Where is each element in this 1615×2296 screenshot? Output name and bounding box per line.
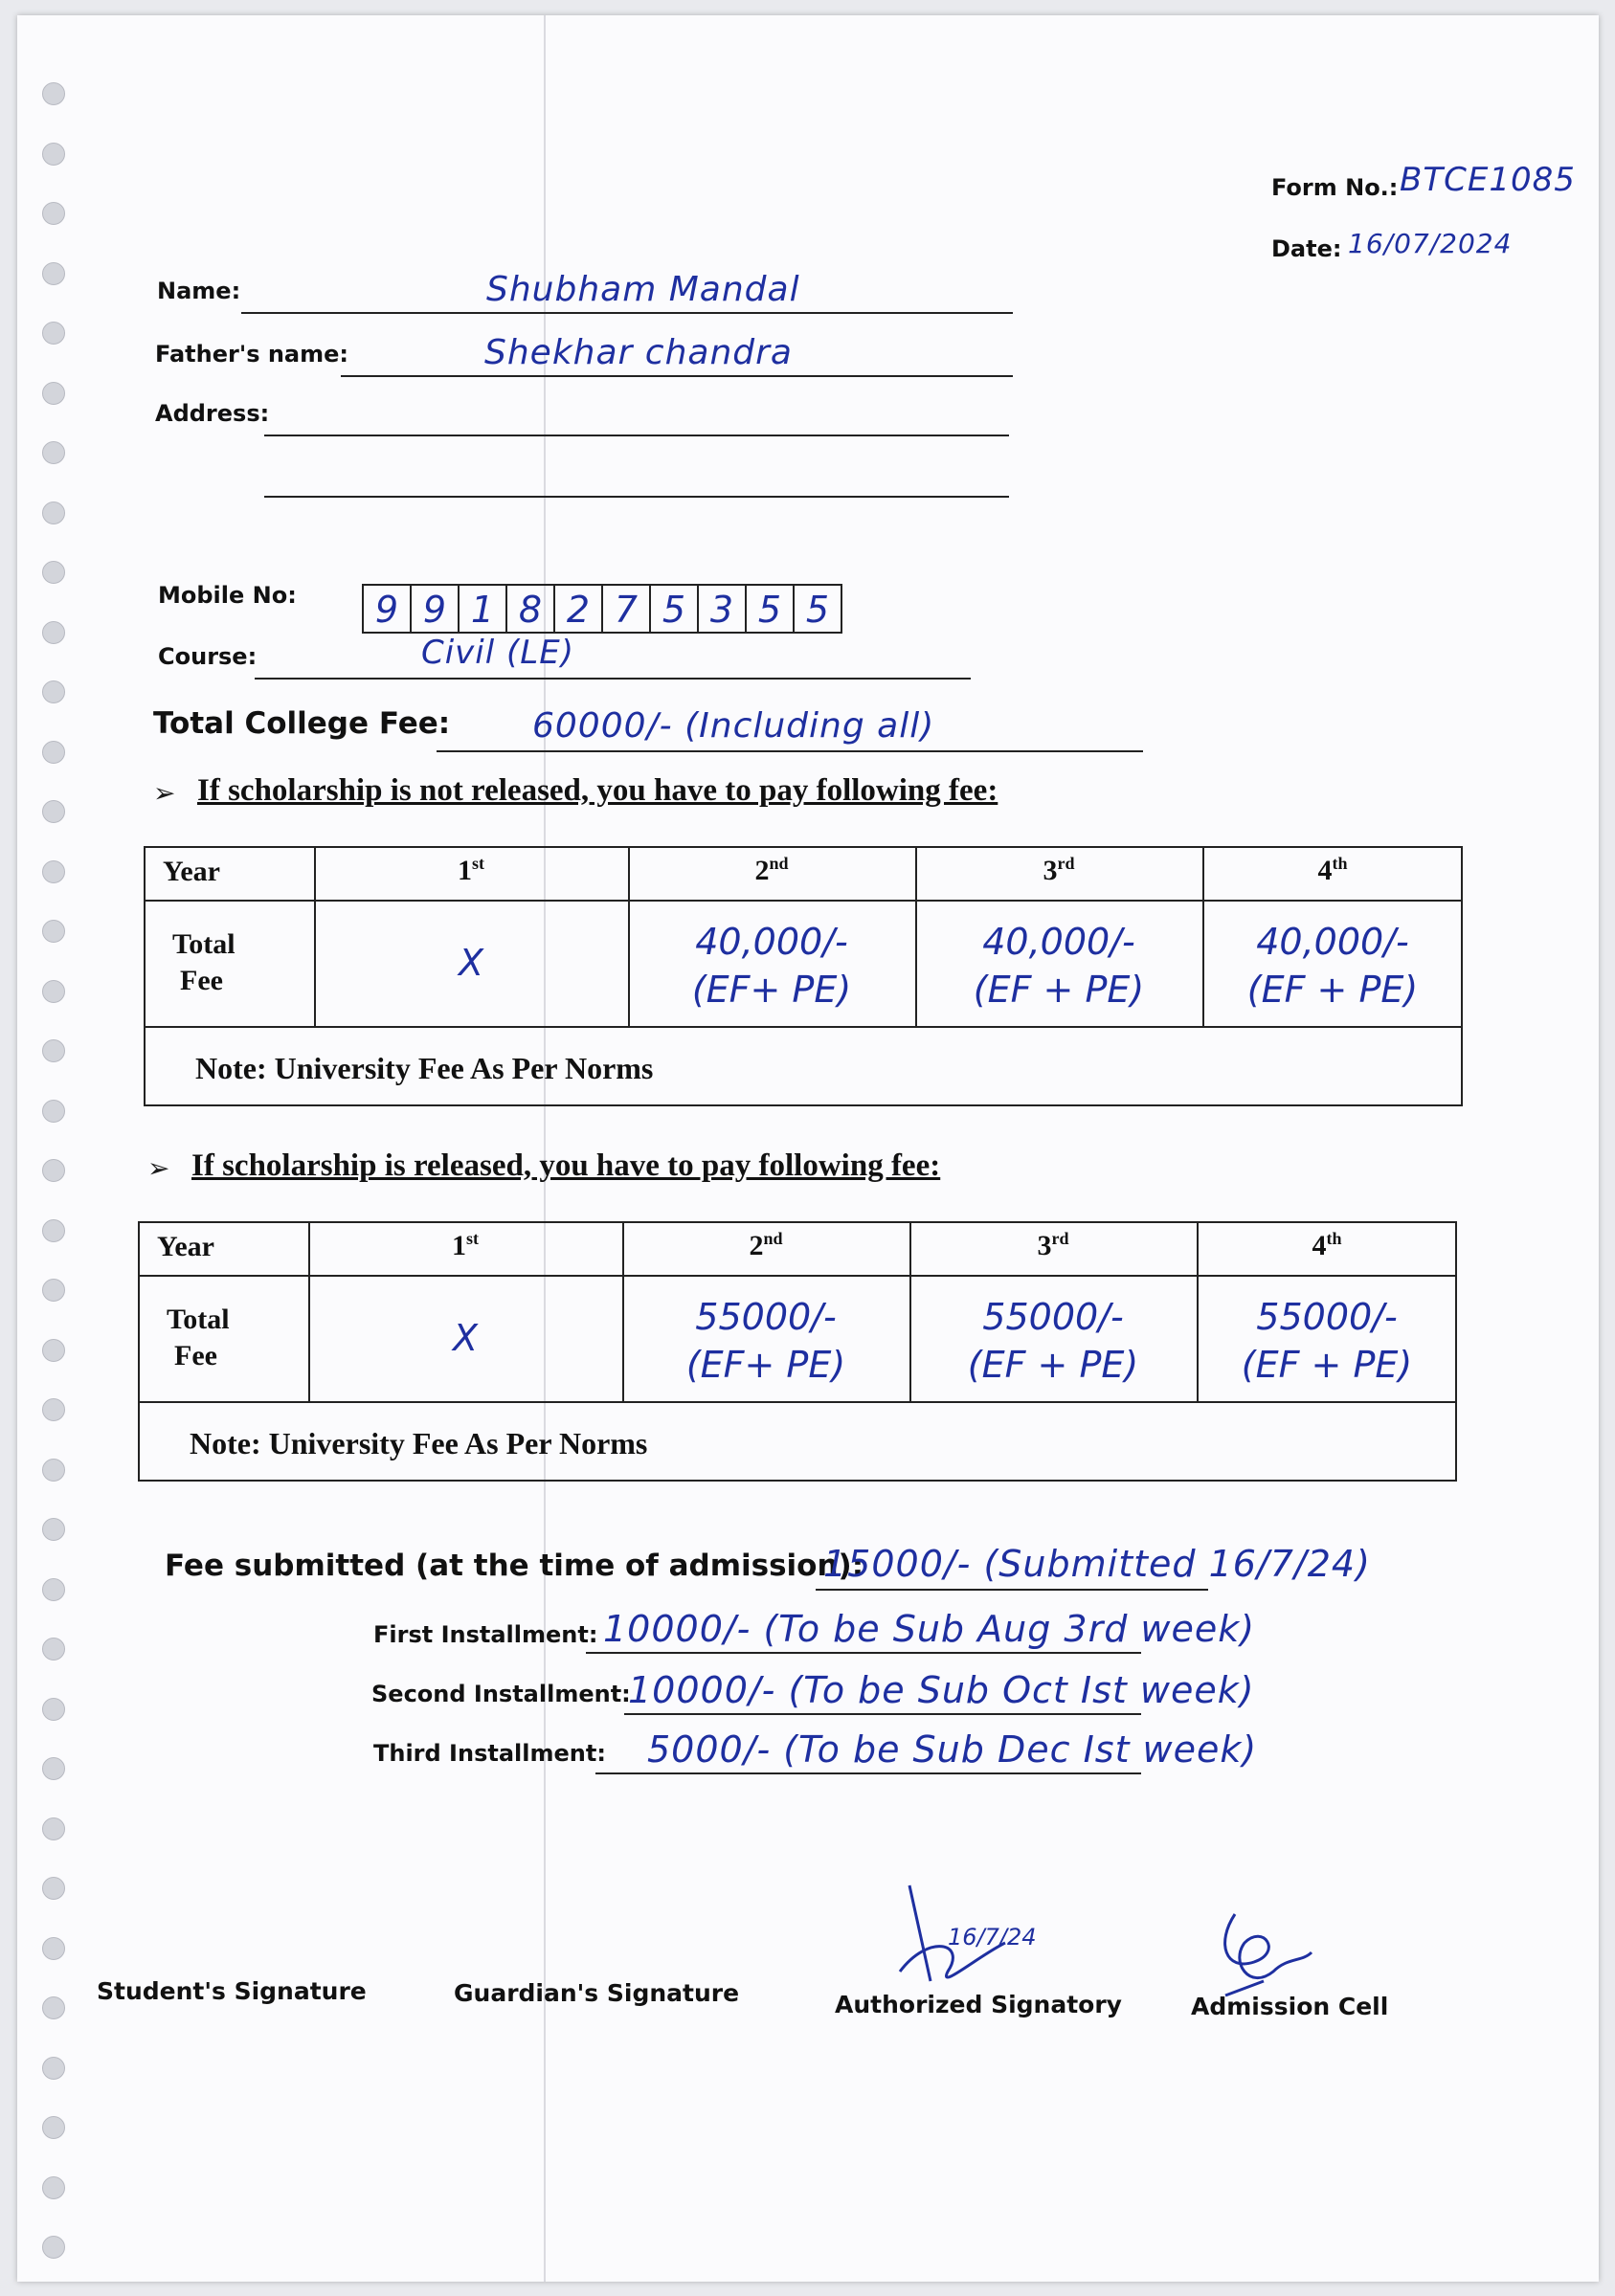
year-1-header: 1st (452, 1229, 479, 1261)
binding-hole (42, 1578, 65, 1601)
name-label: Name: (157, 278, 241, 304)
guardian-signature-label: Guardian's Signature (454, 1979, 740, 2007)
fee-value-year-2: 55000/- (695, 1296, 837, 1338)
university-fee-note: Note: University Fee As Per Norms (190, 1426, 648, 1460)
mobile-digit: 8 (507, 586, 555, 632)
binding-hole (42, 1159, 65, 1182)
binding-hole (42, 143, 65, 166)
name-value: Shubham Mandal (486, 270, 800, 309)
binding-hole (42, 1219, 65, 1242)
binding-hole (42, 1817, 65, 1840)
binding-hole (42, 741, 65, 764)
fee-breakdown-year-4: (EF + PE) (1241, 1344, 1413, 1386)
year-header: Year (157, 1231, 214, 1262)
year-2-header: 2nd (749, 1229, 783, 1261)
mobile-digit: 1 (460, 586, 507, 632)
mobile-digit: 5 (651, 586, 699, 632)
address-label: Address: (155, 400, 270, 427)
course-line (255, 678, 971, 680)
father-value: Shekhar chandra (484, 333, 793, 372)
mobile-digit: 9 (412, 586, 460, 632)
fee-value-year-1: X (452, 1317, 479, 1359)
table-row-divider (138, 1275, 1457, 1277)
fee-breakdown-year-3: (EF + PE) (973, 969, 1145, 1011)
binding-hole (42, 1339, 65, 1362)
table-row-divider (138, 1401, 1457, 1403)
binding-hole (42, 2176, 65, 2199)
total-fee-line (437, 750, 1143, 752)
binding-hole (42, 1518, 65, 1541)
mobile-digit: 3 (699, 586, 747, 632)
binding-hole (42, 441, 65, 464)
fee-submitted-line (816, 1589, 1208, 1591)
mobile-digit: 2 (555, 586, 603, 632)
fee-breakdown-year-4: (EF + PE) (1246, 969, 1419, 1011)
student-signature-label: Student's Signature (97, 1977, 367, 2005)
year-3-header: 3rd (1043, 854, 1075, 886)
binding-hole (42, 202, 65, 225)
total-fee-row-label (167, 1302, 230, 1374)
third-installment-label: Third Installment: (373, 1740, 606, 1767)
date-label: Date: (1271, 235, 1342, 262)
fee-breakdown-year-2: (EF+ PE) (685, 1344, 846, 1386)
year-2-header: 2nd (754, 854, 789, 886)
date-value: 16/07/2024 (1348, 228, 1513, 259)
name-line (241, 312, 1013, 314)
released-heading: If scholarship is released, you have to pay following fee: (191, 1148, 941, 1183)
binding-hole (42, 502, 65, 524)
binding-hole (42, 82, 65, 105)
binding-hole (42, 322, 65, 345)
binding-hole (42, 382, 65, 405)
year-4-header: 4th (1312, 1229, 1342, 1261)
binding-hole (42, 1459, 65, 1482)
binding-hole (42, 1757, 65, 1780)
mobile-digit: 7 (603, 586, 651, 632)
authorized-signature-mark (862, 1876, 1053, 2010)
row-label-line-1: Total (172, 928, 236, 960)
form-no-label: Form No.: (1271, 174, 1399, 201)
fee-value-year-1: X (458, 942, 484, 984)
binding-hole (42, 1937, 65, 1960)
bullet-arrow-icon: ➢ (153, 777, 176, 809)
course-label: Course: (158, 643, 258, 670)
third-installment-line (595, 1772, 1141, 1774)
binding-hole (42, 1877, 65, 1900)
year-header: Year (163, 856, 220, 887)
authorized-signature-date: 16/7/24 (948, 1924, 1037, 1950)
mobile-digit: 5 (747, 586, 795, 632)
year-4-header: 4th (1317, 854, 1348, 886)
second-installment-line (624, 1713, 1141, 1715)
father-line (341, 375, 1013, 377)
fee-submitted-value: 15000/- (Submitted 16/7/24) (823, 1543, 1371, 1585)
year-3-header: 3rd (1037, 1229, 1069, 1261)
fee-breakdown-year-2: (EF+ PE) (691, 969, 852, 1011)
row-label-line-1: Total (167, 1304, 230, 1335)
bullet-arrow-icon: ➢ (147, 1152, 170, 1184)
fee-value-year-3: 55000/- (982, 1296, 1124, 1338)
fee-submitted-label: Fee submitted (at the time of admission): (165, 1549, 864, 1583)
binding-hole (42, 1398, 65, 1421)
binding-hole (42, 1279, 65, 1302)
fee-value-year-3: 40,000/- (982, 921, 1135, 963)
authorized-signatory-label: Authorized Signatory (835, 1991, 1122, 2018)
table-row-divider (144, 900, 1463, 902)
binding-hole (42, 561, 65, 584)
first-installment-line (586, 1652, 1141, 1654)
university-fee-note: Note: University Fee As Per Norms (195, 1051, 654, 1085)
total-fee-row-label (172, 926, 236, 999)
fee-value-year-2: 40,000/- (695, 921, 848, 963)
binding-hole (42, 920, 65, 943)
binding-hole (42, 800, 65, 823)
total-fee-label: Total College Fee: (153, 706, 451, 741)
binding-hole (42, 980, 65, 1003)
binding-hole (42, 2116, 65, 2139)
binding-hole (42, 1638, 65, 1661)
second-installment-label: Second Installment: (371, 1681, 631, 1707)
total-fee-value: 60000/- (Including all) (532, 706, 935, 746)
address-line-1 (264, 435, 1009, 436)
binding-hole (42, 2057, 65, 2080)
mobile-label: Mobile No: (158, 582, 297, 609)
binding-hole (42, 1039, 65, 1062)
binding-hole (42, 680, 65, 703)
second-installment-value: 10000/- (To be Sub Oct Ist week) (628, 1669, 1255, 1711)
mobile-digit: 9 (364, 586, 412, 632)
binding-hole (42, 621, 65, 644)
address-line-2 (264, 496, 1009, 498)
first-installment-value: 10000/- (To be Sub Aug 3rd week) (603, 1608, 1256, 1650)
mobile-digit-boxes (362, 584, 842, 634)
binding-hole (42, 262, 65, 285)
binding-hole (42, 1996, 65, 2019)
course-value: Civil (LE) (421, 634, 574, 672)
mobile-digit: 5 (805, 589, 830, 631)
binding-hole (42, 1100, 65, 1123)
row-label-line-2: Fee (174, 1340, 217, 1371)
table-row-divider (144, 1026, 1463, 1028)
binding-hole (42, 2236, 65, 2259)
fee-value-year-4: 55000/- (1256, 1296, 1398, 1338)
first-installment-label: First Installment: (373, 1621, 598, 1648)
third-installment-value: 5000/- (To be Sub Dec Ist week) (647, 1728, 1258, 1771)
fee-value-year-4: 40,000/- (1256, 921, 1409, 963)
father-label: Father's name: (155, 341, 349, 368)
year-1-header: 1st (458, 854, 484, 886)
not-released-heading: If scholarship is not released, you have to pay following fee: (197, 773, 998, 808)
admission-cell-label: Admission Cell (1191, 1993, 1389, 2020)
binding-hole (42, 1698, 65, 1721)
fee-breakdown-year-3: (EF + PE) (967, 1344, 1139, 1386)
form-no-value: BTCE1085 (1400, 161, 1576, 199)
row-label-line-2: Fee (180, 965, 223, 996)
binding-hole (42, 860, 65, 883)
